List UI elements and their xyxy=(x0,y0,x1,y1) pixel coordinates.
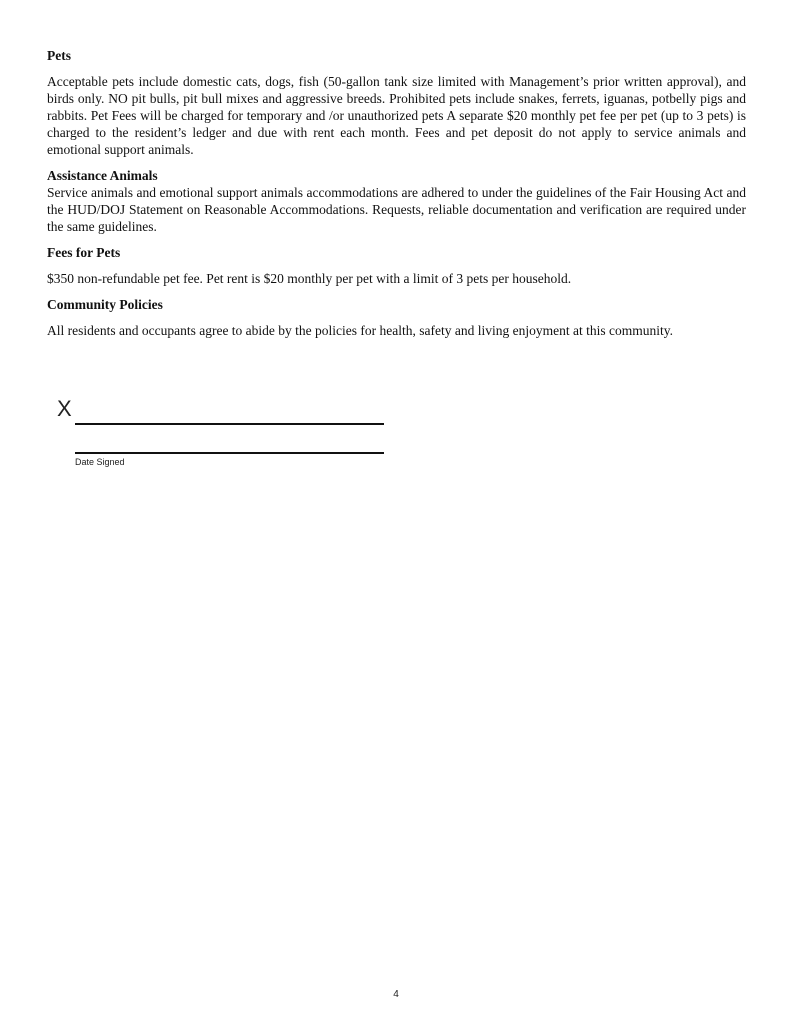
section-pets xyxy=(47,47,746,158)
section-heading-pets: Pets xyxy=(47,48,71,63)
section-heading-fees-for-pets: Fees for Pets xyxy=(47,245,121,260)
section-assistance-animals xyxy=(47,167,746,235)
section-fees-for-pets xyxy=(47,244,746,287)
document-body xyxy=(47,47,746,339)
signature-line[interactable] xyxy=(75,423,384,425)
section-heading-community-policies: Community Policies xyxy=(47,297,163,312)
section-heading-assistance-animals: Assistance Animals xyxy=(47,168,158,183)
section-text-community-policies: All residents and occupants agree to abide by the policies for health, safety and living enjoyment at this community. xyxy=(47,323,673,338)
date-signed-line[interactable] xyxy=(75,452,384,454)
section-text-assistance-animals: Service animals and emotional support animals accommodations are adhered to under the guidelines of the Fair Housing Act and the HUD/DOJ Statement on Reasonable Accommodations. Requests, reliable documentation and verification are required under the same guidelines. xyxy=(47,185,746,234)
section-community-policies xyxy=(47,296,746,339)
section-text-pets: Acceptable pets include domestic cats, dogs, fish (50-gallon tank size limited with Management’s prior written approval), and birds only. NO pit bulls, pit bull mixes and aggressive breeds. Prohibited pets include snakes, ferrets, iguanas, potbelly pigs and rabbits. Pet Fees will be charged for temporary and /or unauthorized pets A separate $20 monthly pet fee per pet (up to 3 pets) is charged to the resident’s ledger and due with rent each month. Fees and pet deposit do not apply to service animals and emotional support animals. xyxy=(47,74,746,157)
date-signed-label: Date Signed xyxy=(75,457,125,467)
signature-mark: X xyxy=(57,396,72,421)
page-number: 4 xyxy=(393,989,399,1000)
signature-block xyxy=(55,395,395,475)
section-text-fees-for-pets: $350 non-refundable pet fee. Pet rent is $20 monthly per pet with a limit of 3 pets per household. xyxy=(47,271,572,286)
